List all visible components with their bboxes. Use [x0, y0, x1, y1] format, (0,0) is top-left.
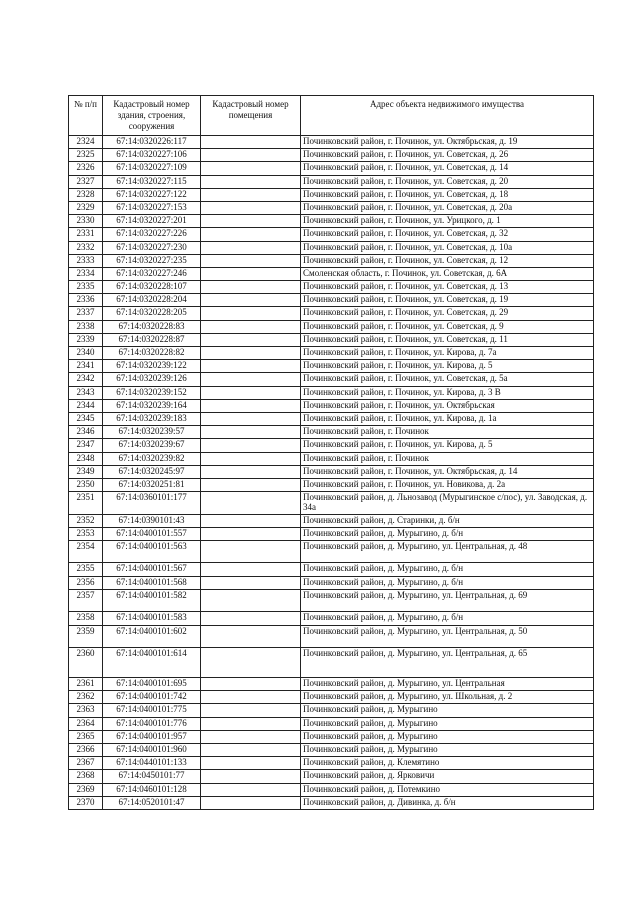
premise-cadastral-number: [201, 136, 301, 149]
row-number: 2336: [69, 294, 103, 307]
row-number: 2368: [69, 770, 103, 783]
building-cadastral-number: 67:14:0320227:106: [103, 149, 201, 162]
property-address: Починковский район, г. Починок, ул. Кирова, д. 1а: [301, 412, 594, 425]
building-cadastral-number: 67:14:0320227:201: [103, 215, 201, 228]
building-cadastral-number: 67:14:0320228:82: [103, 347, 201, 360]
table-row: [69, 563, 594, 576]
table-row: [69, 612, 594, 625]
property-address: Починковский район, г. Починок, ул. Урицкого, д. 1: [301, 215, 594, 228]
row-number: 2362: [69, 691, 103, 704]
row-number: 2354: [69, 540, 103, 563]
row-number: 2350: [69, 478, 103, 491]
building-cadastral-number: 67:14:0320239:67: [103, 439, 201, 452]
building-cadastral-number: 67:14:0320228:107: [103, 281, 201, 294]
property-address: Починковский район, д. Мурыгино: [301, 743, 594, 756]
premise-cadastral-number: [201, 188, 301, 201]
header-address: Адрес объекта недвижимого имущества: [301, 96, 594, 136]
table-row: [69, 452, 594, 465]
row-number: 2343: [69, 386, 103, 399]
row-number: 2325: [69, 149, 103, 162]
table-row: [69, 228, 594, 241]
property-address: Смоленская область, г. Починок, ул. Советская, д. 6А: [301, 267, 594, 280]
property-address: Починковский район, г. Починок, ул. Советская, д. 5а: [301, 373, 594, 386]
table-row: [69, 527, 594, 540]
row-number: 2363: [69, 704, 103, 717]
property-address: Починковский район, г. Починок: [301, 426, 594, 439]
header-num: № п/п: [69, 96, 103, 136]
table-row: [69, 743, 594, 756]
property-address: Починковский район, г. Починок, ул. Новикова, д. 2а: [301, 478, 594, 491]
premise-cadastral-number: [201, 294, 301, 307]
table-row: [69, 625, 594, 648]
building-cadastral-number: 67:14:0400101:695: [103, 678, 201, 691]
building-cadastral-number: 67:14:0400101:960: [103, 743, 201, 756]
row-number: 2333: [69, 254, 103, 267]
property-address: Починковский район, д. Мурыгино, ул. Центральная, д. 50: [301, 625, 594, 648]
header-building-cadastral: Кадастровый номер здания, строения, сооружения: [103, 96, 201, 136]
table-row: [69, 386, 594, 399]
premise-cadastral-number: [201, 215, 301, 228]
row-number: 2338: [69, 320, 103, 333]
property-address: Починковский район, д. Мурыгино, ул. Школьная, д. 2: [301, 691, 594, 704]
table-row: [69, 267, 594, 280]
row-number: 2365: [69, 730, 103, 743]
premise-cadastral-number: [201, 201, 301, 214]
property-address: Починковский район, д. Мурыгино, ул. Центральная, д. 48: [301, 540, 594, 563]
table-row: [69, 215, 594, 228]
premise-cadastral-number: [201, 514, 301, 527]
property-address: Починковский район, г. Починок, ул. Советская, д. 20: [301, 175, 594, 188]
premise-cadastral-number: [201, 527, 301, 540]
table-row: [69, 294, 594, 307]
table-row: [69, 136, 594, 149]
row-number: 2366: [69, 743, 103, 756]
building-cadastral-number: 67:14:0320239:183: [103, 412, 201, 425]
premise-cadastral-number: [201, 320, 301, 333]
row-number: 2349: [69, 465, 103, 478]
table-row: [69, 648, 594, 678]
building-cadastral-number: 67:14:0440101:133: [103, 757, 201, 770]
premise-cadastral-number: [201, 540, 301, 563]
premise-cadastral-number: [201, 175, 301, 188]
premise-cadastral-number: [201, 678, 301, 691]
row-number: 2360: [69, 648, 103, 678]
premise-cadastral-number: [201, 347, 301, 360]
property-address: Починковский район, д. Старинки, д. б/н: [301, 514, 594, 527]
building-cadastral-number: 67:14:0320227:115: [103, 175, 201, 188]
row-number: 2361: [69, 678, 103, 691]
row-number: 2364: [69, 717, 103, 730]
building-cadastral-number: 67:14:0320239:122: [103, 360, 201, 373]
premise-cadastral-number: [201, 589, 301, 612]
row-number: 2341: [69, 360, 103, 373]
premise-cadastral-number: [201, 452, 301, 465]
table-header-row: [69, 96, 594, 136]
building-cadastral-number: 67:14:0400101:563: [103, 540, 201, 563]
property-address: Починковский район, г. Починок, ул. Советская, д. 9: [301, 320, 594, 333]
premise-cadastral-number: [201, 373, 301, 386]
row-number: 2337: [69, 307, 103, 320]
premise-cadastral-number: [201, 757, 301, 770]
row-number: 2344: [69, 399, 103, 412]
table-row: [69, 770, 594, 783]
row-number: 2356: [69, 576, 103, 589]
row-number: 2348: [69, 452, 103, 465]
table-row: [69, 492, 594, 515]
table-row: [69, 796, 594, 809]
row-number: 2326: [69, 162, 103, 175]
row-number: 2367: [69, 757, 103, 770]
property-address: Починковский район, д. Льнозавод (Мурыгинское с/пос), ул. Заводская, д. 34а: [301, 492, 594, 515]
property-address: Починковский район, г. Починок, ул. Кирова, д. 5: [301, 439, 594, 452]
property-address: Починковский район, г. Починок, ул. Советская, д. 12: [301, 254, 594, 267]
premise-cadastral-number: [201, 563, 301, 576]
building-cadastral-number: 67:14:0320239:164: [103, 399, 201, 412]
building-cadastral-number: 67:14:0320239:57: [103, 426, 201, 439]
row-number: 2334: [69, 267, 103, 280]
building-cadastral-number: 67:14:0320245:97: [103, 465, 201, 478]
row-number: 2327: [69, 175, 103, 188]
property-address: Починковский район, г. Починок, ул. Советская, д. 26: [301, 149, 594, 162]
table-row: [69, 514, 594, 527]
table-row: [69, 478, 594, 491]
row-number: 2346: [69, 426, 103, 439]
table-row: [69, 589, 594, 612]
property-address: Починковский район, г. Починок, ул. Советская, д. 11: [301, 333, 594, 346]
property-address: Починковский район, г. Починок, ул. Советская, д. 18: [301, 188, 594, 201]
building-cadastral-number: 67:14:0400101:776: [103, 717, 201, 730]
table-row: [69, 307, 594, 320]
row-number: 2339: [69, 333, 103, 346]
premise-cadastral-number: [201, 228, 301, 241]
table-row: [69, 241, 594, 254]
premise-cadastral-number: [201, 648, 301, 678]
premise-cadastral-number: [201, 492, 301, 515]
property-address: Починковский район, г. Починок, ул. Советская, д. 20а: [301, 201, 594, 214]
premise-cadastral-number: [201, 412, 301, 425]
table-row: [69, 188, 594, 201]
building-cadastral-number: 67:14:0400101:583: [103, 612, 201, 625]
premise-cadastral-number: [201, 241, 301, 254]
building-cadastral-number: 67:14:0320227:230: [103, 241, 201, 254]
table-row: [69, 347, 594, 360]
table-row: [69, 412, 594, 425]
property-address: Починковский район, д. Потемкино: [301, 783, 594, 796]
table-row: [69, 333, 594, 346]
premise-cadastral-number: [201, 478, 301, 491]
building-cadastral-number: 67:14:0320227:226: [103, 228, 201, 241]
premise-cadastral-number: [201, 254, 301, 267]
row-number: 2331: [69, 228, 103, 241]
table-row: [69, 426, 594, 439]
property-address: Починковский район, д. Мурыгино, д. б/н: [301, 576, 594, 589]
property-address: Починковский район, д. Мурыгино, д. б/н: [301, 563, 594, 576]
premise-cadastral-number: [201, 704, 301, 717]
table-row: [69, 399, 594, 412]
property-table: [68, 95, 594, 810]
property-address: Починковский район, г. Починок, ул. Советская, д. 32: [301, 228, 594, 241]
premise-cadastral-number: [201, 783, 301, 796]
building-cadastral-number: 67:14:0400101:742: [103, 691, 201, 704]
premise-cadastral-number: [201, 281, 301, 294]
table-row: [69, 373, 594, 386]
property-address: Починковский район, д. Мурыгино: [301, 730, 594, 743]
premise-cadastral-number: [201, 612, 301, 625]
building-cadastral-number: 67:14:0320228:87: [103, 333, 201, 346]
building-cadastral-number: 67:14:0320239:152: [103, 386, 201, 399]
building-cadastral-number: 67:14:0320239:126: [103, 373, 201, 386]
table-row: [69, 439, 594, 452]
premise-cadastral-number: [201, 162, 301, 175]
table-row: [69, 465, 594, 478]
building-cadastral-number: 67:14:0320227:235: [103, 254, 201, 267]
premise-cadastral-number: [201, 267, 301, 280]
row-number: 2359: [69, 625, 103, 648]
property-address: Починковский район, д. Мурыгино: [301, 717, 594, 730]
table-row: [69, 175, 594, 188]
row-number: 2357: [69, 589, 103, 612]
building-cadastral-number: 67:14:0400101:614: [103, 648, 201, 678]
building-cadastral-number: 67:14:0400101:957: [103, 730, 201, 743]
premise-cadastral-number: [201, 386, 301, 399]
row-number: 2335: [69, 281, 103, 294]
property-address: Починковский район, г. Починок, ул. Советская, д. 19: [301, 294, 594, 307]
row-number: 2370: [69, 796, 103, 809]
row-number: 2351: [69, 492, 103, 515]
table-row: [69, 678, 594, 691]
property-address: Починковский район, г. Починок, ул. Советская, д. 14: [301, 162, 594, 175]
premise-cadastral-number: [201, 796, 301, 809]
property-address: Починковский район, г. Починок: [301, 452, 594, 465]
row-number: 2332: [69, 241, 103, 254]
table-row: [69, 281, 594, 294]
row-number: 2355: [69, 563, 103, 576]
property-address: Починковский район, д. Мурыгино, ул. Центральная, д. 65: [301, 648, 594, 678]
row-number: 2369: [69, 783, 103, 796]
row-number: 2324: [69, 136, 103, 149]
premise-cadastral-number: [201, 717, 301, 730]
property-address: Починковский район, д. Мурыгино, д. б/н: [301, 612, 594, 625]
building-cadastral-number: 67:14:0400101:582: [103, 589, 201, 612]
premise-cadastral-number: [201, 625, 301, 648]
building-cadastral-number: 67:14:0320227:109: [103, 162, 201, 175]
property-address: Починковский район, г. Починок, ул. Советская, д. 13: [301, 281, 594, 294]
row-number: 2329: [69, 201, 103, 214]
table-body: [69, 136, 594, 810]
property-address: Починковский район, г. Починок, ул. Советская, д. 10а: [301, 241, 594, 254]
property-address: Починковский район, д. Мурыгино, ул. Центральная, д. 69: [301, 589, 594, 612]
premise-cadastral-number: [201, 333, 301, 346]
property-address: Починковский район, г. Починок, ул. Кирова, д. 7а: [301, 347, 594, 360]
building-cadastral-number: 67:14:0320251:81: [103, 478, 201, 491]
building-cadastral-number: 67:14:0320239:82: [103, 452, 201, 465]
property-address: Починковский район, г. Починок, ул. Кирова, д. 3 В: [301, 386, 594, 399]
property-address: Починковский район, г. Починок, ул. Октябрьская, д. 14: [301, 465, 594, 478]
premise-cadastral-number: [201, 426, 301, 439]
building-cadastral-number: 67:14:0400101:567: [103, 563, 201, 576]
building-cadastral-number: 67:14:0520101:47: [103, 796, 201, 809]
row-number: 2340: [69, 347, 103, 360]
table-row: [69, 254, 594, 267]
building-cadastral-number: 67:14:0460101:128: [103, 783, 201, 796]
table-row: [69, 320, 594, 333]
row-number: 2353: [69, 527, 103, 540]
premise-cadastral-number: [201, 465, 301, 478]
building-cadastral-number: 67:14:0320227:246: [103, 267, 201, 280]
table-row: [69, 783, 594, 796]
premise-cadastral-number: [201, 439, 301, 452]
property-address: Починковский район, д. Мурыгино, ул. Центральная: [301, 678, 594, 691]
row-number: 2345: [69, 412, 103, 425]
premise-cadastral-number: [201, 691, 301, 704]
row-number: 2342: [69, 373, 103, 386]
table-row: [69, 201, 594, 214]
building-cadastral-number: 67:14:0320228:204: [103, 294, 201, 307]
building-cadastral-number: 67:14:0320227:153: [103, 201, 201, 214]
premise-cadastral-number: [201, 770, 301, 783]
building-cadastral-number: 67:14:0320226:117: [103, 136, 201, 149]
premise-cadastral-number: [201, 576, 301, 589]
premise-cadastral-number: [201, 360, 301, 373]
table-row: [69, 149, 594, 162]
premise-cadastral-number: [201, 149, 301, 162]
row-number: 2352: [69, 514, 103, 527]
property-address: Починковский район, г. Починок, ул. Кирова, д. 5: [301, 360, 594, 373]
property-address: Починковский район, д. Клемятино: [301, 757, 594, 770]
property-address: Починковский район, д. Мурыгино, д. б/н: [301, 527, 594, 540]
premise-cadastral-number: [201, 399, 301, 412]
premise-cadastral-number: [201, 743, 301, 756]
row-number: 2328: [69, 188, 103, 201]
building-cadastral-number: 67:14:0400101:568: [103, 576, 201, 589]
building-cadastral-number: 67:14:0450101:77: [103, 770, 201, 783]
table-row: [69, 730, 594, 743]
building-cadastral-number: 67:14:0400101:775: [103, 704, 201, 717]
property-address: Починковский район, г. Починок, ул. Октябрьская, д. 19: [301, 136, 594, 149]
table-row: [69, 757, 594, 770]
row-number: 2330: [69, 215, 103, 228]
table-row: [69, 540, 594, 563]
table-row: [69, 576, 594, 589]
header-premise-cadastral: Кадастровый номер помещения: [201, 96, 301, 136]
premise-cadastral-number: [201, 730, 301, 743]
table-row: [69, 691, 594, 704]
building-cadastral-number: 67:14:0320228:205: [103, 307, 201, 320]
property-address: Починковский район, г. Починок, ул. Октябрьская: [301, 399, 594, 412]
row-number: 2358: [69, 612, 103, 625]
building-cadastral-number: 67:14:0320228:83: [103, 320, 201, 333]
building-cadastral-number: 67:14:0390101:43: [103, 514, 201, 527]
table-row: [69, 717, 594, 730]
building-cadastral-number: 67:14:0320227:122: [103, 188, 201, 201]
table-row: [69, 360, 594, 373]
property-address: Починковский район, д. Ярковичи: [301, 770, 594, 783]
building-cadastral-number: 67:14:0360101:177: [103, 492, 201, 515]
building-cadastral-number: 67:14:0400101:602: [103, 625, 201, 648]
table-row: [69, 162, 594, 175]
table-row: [69, 704, 594, 717]
row-number: 2347: [69, 439, 103, 452]
property-address: Починковский район, д. Дивинка, д. б/н: [301, 796, 594, 809]
property-address: Починковский район, д. Мурыгино: [301, 704, 594, 717]
premise-cadastral-number: [201, 307, 301, 320]
building-cadastral-number: 67:14:0400101:557: [103, 527, 201, 540]
property-address: Починковский район, г. Починок, ул. Советская, д. 29: [301, 307, 594, 320]
